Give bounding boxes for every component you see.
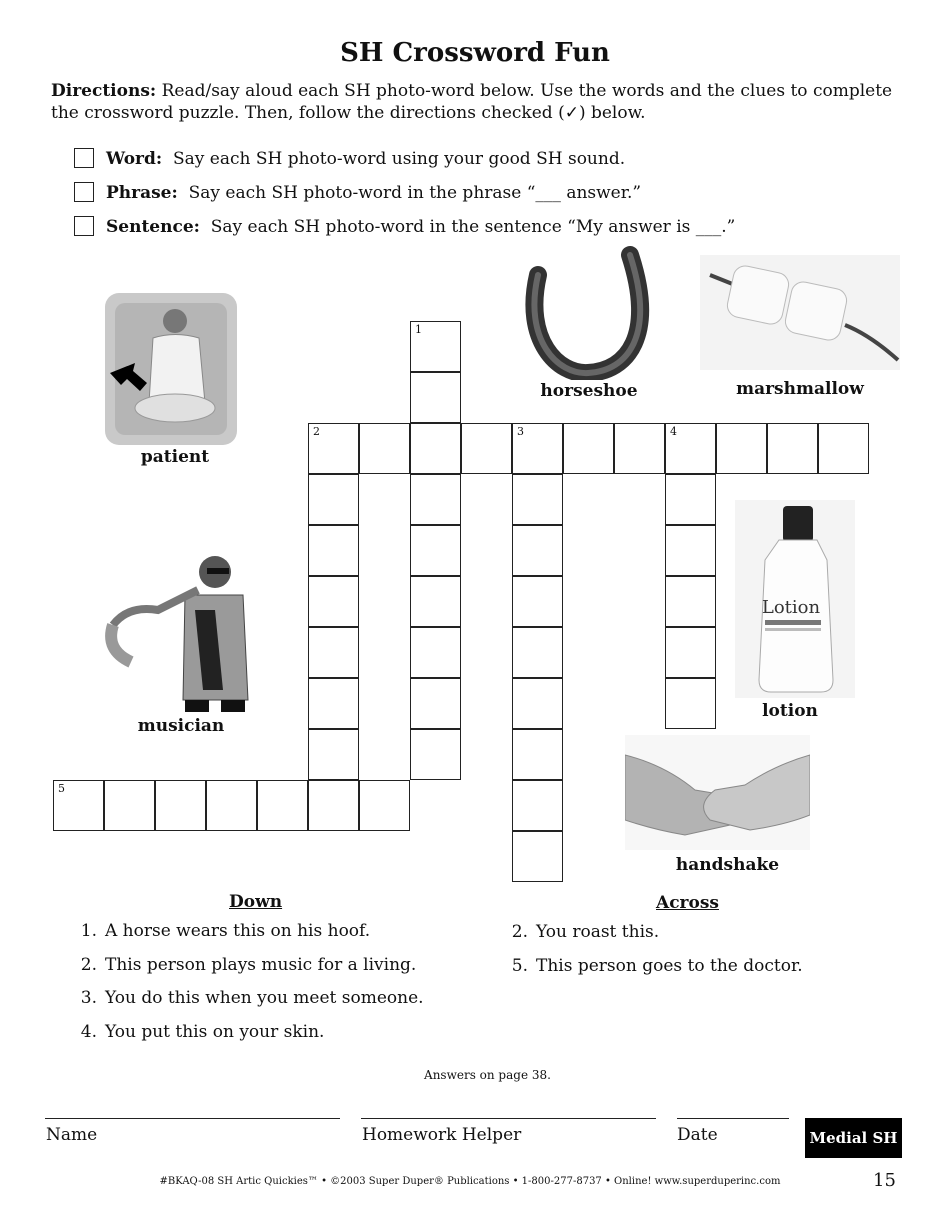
grid-cell[interactable] bbox=[308, 423, 359, 474]
grid-cell[interactable] bbox=[512, 474, 563, 525]
clue-number: 3 bbox=[517, 425, 524, 438]
grid-cell[interactable] bbox=[308, 780, 359, 831]
clue-number: 5. bbox=[511, 956, 528, 976]
patient-caption: patient bbox=[140, 447, 210, 467]
date-label: Date bbox=[677, 1125, 718, 1145]
clue-text: A horse wears this on his hoof. bbox=[105, 921, 371, 941]
helper-label: Homework Helper bbox=[362, 1125, 522, 1145]
handshake-photo bbox=[625, 735, 810, 850]
clue-number: 4 bbox=[670, 425, 677, 438]
grid-cell[interactable] bbox=[665, 474, 716, 525]
option-text: Say each SH photo-word in the phrase “___ answer.” bbox=[188, 183, 642, 203]
clue-text: This person plays music for a living. bbox=[105, 955, 417, 975]
grid-cell[interactable] bbox=[308, 678, 359, 729]
marshmallow-photo bbox=[700, 255, 900, 370]
grid-cell[interactable] bbox=[410, 372, 461, 423]
grid-cell[interactable] bbox=[512, 627, 563, 678]
grid-cell[interactable] bbox=[410, 627, 461, 678]
grid-cell[interactable] bbox=[410, 474, 461, 525]
patient-photo bbox=[105, 293, 237, 445]
name-label: Name bbox=[46, 1125, 98, 1145]
clue-number: 2. bbox=[511, 922, 528, 942]
grid-cell[interactable] bbox=[512, 525, 563, 576]
option-text: Say each SH photo-word in the sentence “My answer is ___.” bbox=[210, 217, 736, 237]
clue-number: 3. bbox=[80, 988, 97, 1008]
page-title: SH Crossword Fun bbox=[340, 38, 610, 68]
grid-cell[interactable] bbox=[665, 576, 716, 627]
grid-cell[interactable] bbox=[818, 423, 869, 474]
page-number: 15 bbox=[873, 1170, 896, 1191]
lotion-caption: lotion bbox=[762, 701, 818, 721]
grid-cell[interactable] bbox=[257, 780, 308, 831]
name-line[interactable] bbox=[45, 1118, 340, 1119]
grid-cell[interactable] bbox=[53, 780, 104, 831]
across-clue-2 bbox=[498, 922, 659, 942]
grid-cell[interactable] bbox=[155, 780, 206, 831]
clue-number: 1. bbox=[80, 921, 97, 941]
grid-cell[interactable] bbox=[665, 423, 716, 474]
word-checkbox[interactable] bbox=[74, 148, 94, 168]
directions-label: Directions: bbox=[51, 81, 157, 101]
option-label: Phrase: bbox=[106, 183, 178, 203]
grid-cell[interactable] bbox=[716, 423, 767, 474]
grid-cell[interactable] bbox=[614, 423, 665, 474]
phrase-checkbox[interactable] bbox=[74, 182, 94, 202]
grid-cell[interactable] bbox=[308, 576, 359, 627]
grid-cell[interactable] bbox=[410, 678, 461, 729]
grid-cell[interactable] bbox=[308, 474, 359, 525]
sentence-checkbox[interactable] bbox=[74, 216, 94, 236]
musician-photo bbox=[103, 550, 258, 715]
grid-cell[interactable] bbox=[665, 627, 716, 678]
grid-cell[interactable] bbox=[512, 678, 563, 729]
down-clue-1 bbox=[67, 921, 370, 941]
grid-cell[interactable] bbox=[206, 780, 257, 831]
grid-cell[interactable] bbox=[512, 423, 563, 474]
option-label: Word: bbox=[106, 149, 163, 169]
grid-cell[interactable] bbox=[308, 627, 359, 678]
grid-cell[interactable] bbox=[410, 423, 461, 474]
clue-number: 1 bbox=[415, 323, 422, 336]
grid-cell[interactable] bbox=[512, 729, 563, 780]
helper-line[interactable] bbox=[361, 1118, 656, 1119]
grid-cell[interactable] bbox=[767, 423, 818, 474]
clue-number: 5 bbox=[58, 782, 65, 795]
grid-cell[interactable] bbox=[359, 780, 410, 831]
directions bbox=[51, 80, 901, 124]
answers-note: Answers on page 38. bbox=[424, 1068, 551, 1082]
grid-cell[interactable] bbox=[410, 729, 461, 780]
grid-cell[interactable] bbox=[512, 780, 563, 831]
grid-cell[interactable] bbox=[461, 423, 512, 474]
clue-text: You do this when you meet someone. bbox=[105, 988, 424, 1008]
grid-cell[interactable] bbox=[410, 321, 461, 372]
footer: #BKAQ-08 SH Artic Quickies™ • ©2003 Super Duper® Publications • 1-800-277-8737 • Online! www.superduperinc.com bbox=[159, 1176, 781, 1187]
option-text: Say each SH photo-word using your good SH sound. bbox=[172, 149, 626, 169]
down-clue-2 bbox=[67, 955, 416, 975]
lotion-photo bbox=[735, 500, 855, 698]
clue-number: 2. bbox=[80, 955, 97, 975]
directions-text: Read/say aloud each SH photo-word below. Use the words and the clues to complete the crossword puzzle. Then, follow the directions checked (✓) below. bbox=[51, 81, 893, 123]
lotion-bottle-label: Lotion bbox=[761, 597, 821, 618]
option-label: Sentence: bbox=[106, 217, 200, 237]
clue-text: This person goes to the doctor. bbox=[536, 956, 803, 976]
grid-cell[interactable] bbox=[665, 525, 716, 576]
grid-cell[interactable] bbox=[512, 831, 563, 882]
grid-cell[interactable] bbox=[104, 780, 155, 831]
grid-cell[interactable] bbox=[359, 423, 410, 474]
across-clue-5 bbox=[498, 956, 803, 976]
grid-cell[interactable] bbox=[563, 423, 614, 474]
grid-cell[interactable] bbox=[308, 525, 359, 576]
clue-text: You roast this. bbox=[536, 922, 660, 942]
musician-caption: musician bbox=[137, 716, 225, 736]
across-heading: Across bbox=[656, 893, 719, 913]
grid-cell[interactable] bbox=[410, 525, 461, 576]
grid-cell[interactable] bbox=[308, 729, 359, 780]
down-clue-4 bbox=[67, 1022, 324, 1042]
horseshoe-caption: horseshoe bbox=[540, 381, 638, 401]
handshake-caption: handshake bbox=[675, 855, 780, 875]
medial-sh-badge: Medial SH bbox=[805, 1118, 902, 1158]
option-phrase bbox=[74, 182, 641, 204]
option-word bbox=[74, 148, 625, 170]
clue-number: 4. bbox=[80, 1022, 97, 1042]
down-heading: Down bbox=[229, 892, 283, 912]
grid-cell[interactable] bbox=[512, 576, 563, 627]
option-sentence bbox=[74, 216, 735, 238]
date-line[interactable] bbox=[677, 1118, 789, 1119]
grid-cell[interactable] bbox=[665, 678, 716, 729]
marshmallow-caption: marshmallow bbox=[736, 379, 864, 399]
clue-number: 2 bbox=[313, 425, 320, 438]
grid-cell[interactable] bbox=[410, 576, 461, 627]
down-clue-3 bbox=[67, 988, 424, 1008]
clue-text: You put this on your skin. bbox=[105, 1022, 325, 1042]
horseshoe-photo bbox=[518, 245, 663, 380]
